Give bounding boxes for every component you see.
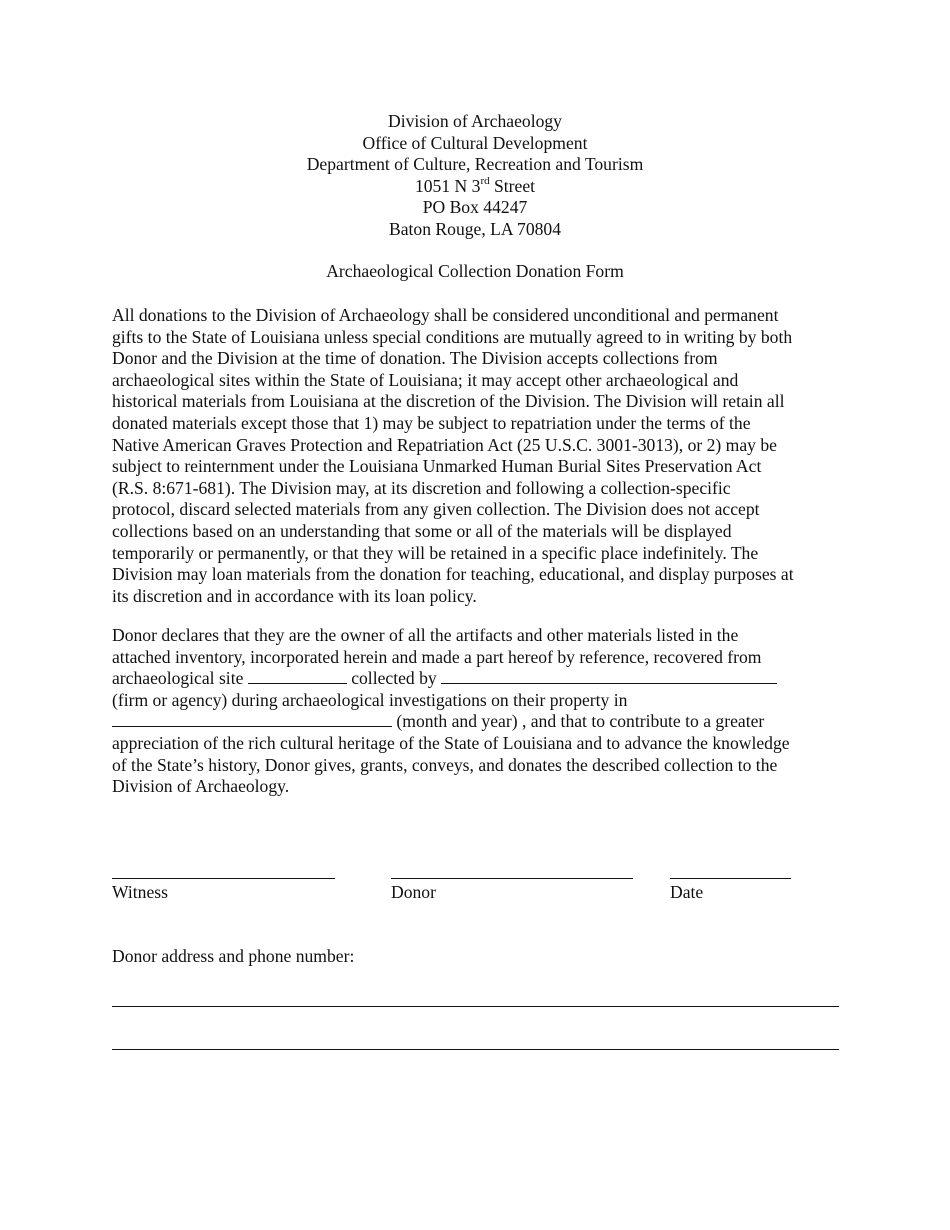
division-name: Division of Archaeology <box>388 111 562 131</box>
office-name: Office of Cultural Development <box>362 132 588 153</box>
declaration-line: of the State’s history, Donor gives, grants, conveys, and donates the described collection to the <box>112 754 778 775</box>
declaration-line: Donor declares that they are the owner of all the artifacts and other materials listed in the <box>112 625 739 645</box>
donor-address-label: Donor address and phone number: <box>112 946 355 966</box>
archaeological-site-field[interactable] <box>248 668 347 684</box>
donor-label: Donor <box>391 882 436 902</box>
donor-address-line-2[interactable] <box>112 1049 839 1050</box>
donor-declaration-paragraph <box>112 625 852 798</box>
declaration-line-site <box>112 668 852 690</box>
department-name: Department of Culture, Recreation and Tourism <box>306 154 644 175</box>
collected-by-field[interactable] <box>441 668 777 684</box>
donor-address-line-1[interactable] <box>112 1006 839 1007</box>
street-number: 1051 N 3 <box>414 175 481 196</box>
terms-line: gifts to the State of Louisiana unless special conditions are mutually agreed to in writing by both <box>112 326 793 347</box>
terms-line: subject to reinternment under the Louisiana Unmarked Human Burial Sites Preservation Act <box>112 456 762 477</box>
witness-label: Witness <box>112 882 168 902</box>
letterhead <box>0 111 950 241</box>
declaration-line: Division of Archaeology. <box>112 776 290 797</box>
date-label: Date <box>670 882 704 902</box>
terms-line: Native American Graves Protection and Repatriation Act (25 U.S.C. 3001-3013), or 2) may be <box>112 434 777 455</box>
declaration-line-date <box>112 711 852 733</box>
collected-by-label: collected by <box>346 668 442 689</box>
declaration-line: appreciation of the rich cultural heritage of the State of Louisiana and to advance the knowledge <box>112 732 790 753</box>
terms-line: its discretion and in accordance with its loan policy. <box>112 585 477 606</box>
terms-line: historical materials from Louisiana at the discretion of the Division. The Division will retain all <box>112 391 785 412</box>
witness-signature-line[interactable] <box>112 878 335 879</box>
street-address <box>0 176 950 198</box>
date-signature-line[interactable] <box>670 878 791 879</box>
terms-line: (R.S. 8:671-681). The Division may, at its discretion and following a collection-specific <box>112 477 731 498</box>
declaration-line: (firm or agency) during archaeological investigations on their property in <box>112 689 628 710</box>
po-box: PO Box 44247 <box>422 197 528 218</box>
form-title: Archaeological Collection Donation Form <box>326 261 624 281</box>
terms-line: temporarily or permanently, or that they will be retained in a specific place indefinitely. The <box>112 542 759 563</box>
city-state-zip: Baton Rouge, LA 70804 <box>388 218 562 239</box>
terms-line: archaeological sites within the State of Louisiana; it may accept other archaeological and <box>112 369 739 390</box>
declaration-line: attached inventory, incorporated herein and made a part hereof by reference, recovered from <box>112 646 762 667</box>
month-year-field[interactable] <box>112 711 392 727</box>
donor-signature-line[interactable] <box>391 878 633 879</box>
terms-line: All donations to the Division of Archaeology shall be considered unconditional and permanent <box>112 305 779 325</box>
donation-terms-paragraph <box>112 305 852 607</box>
site-prefix: archaeological site <box>112 668 248 689</box>
terms-line: collections based on an understanding that some or all of the materials will be displayed <box>112 520 732 541</box>
month-year-label: (month and year) , and that to contribute to a greater <box>392 711 765 732</box>
terms-line: donated materials except those that 1) may be subject to repatriation under the terms of the <box>112 412 751 433</box>
terms-line: Donor and the Division at the time of donation. The Division accepts collections from <box>112 348 718 369</box>
terms-line: Division may loan materials from the donation for teaching, educational, and display purposes at <box>112 564 794 585</box>
terms-line: protocol, discard selected materials from any given collection. The Division does not accept <box>112 499 760 520</box>
street-name: Street <box>489 175 536 196</box>
street-ordinal: rd <box>480 174 490 187</box>
